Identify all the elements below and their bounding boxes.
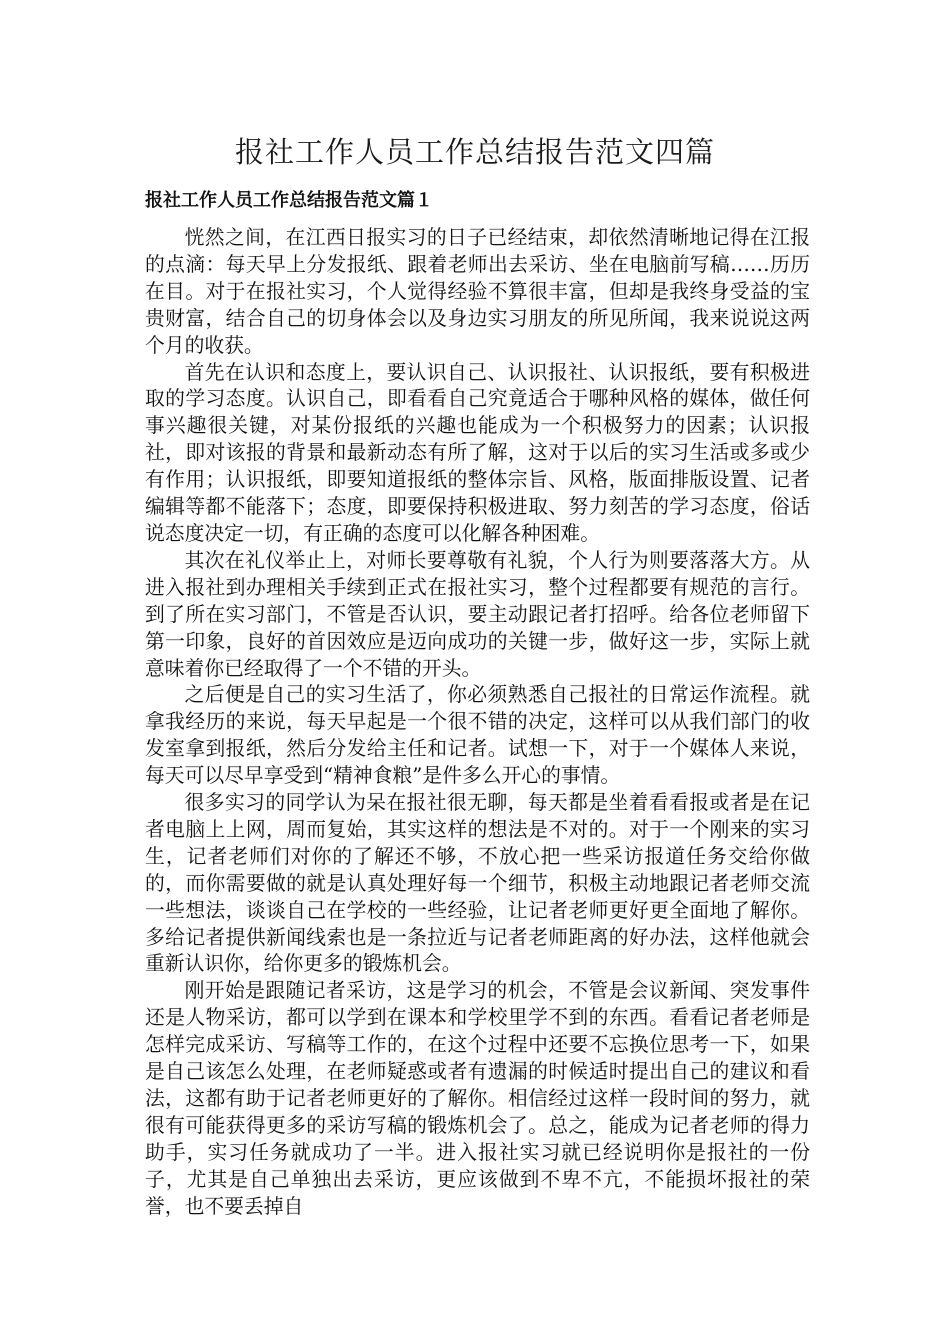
document-title: 报社工作人员工作总结报告范文四篇 (234, 135, 715, 169)
paragraph-4: 之后便是自己的实习生活了，你必须熟悉自己报社的日常运作流程。就拿我经历的来说，每天早起是一个很不错的决定，这样可以从我们部门的收发室拿到报纸，然后分发给主任和记者。试想一下，对于一个媒体人来说，每天可以尽早享受到“精神食粮”是件多么开心的事情。 (145, 683, 810, 788)
paragraph-1: 恍然之间，在江西日报实习的日子已经结束，却依然清晰地记得在江报的点滴：每天早上分发报纸、跟着老师出去采访、坐在电脑前写稿……历历在目。对于在报社实习，个人觉得经验不算很丰富，但却是我终身受益的宝贵财富，结合自己的切身体会以及身边实习朋友的所见所闻，我来说说这两个月的收获。 (145, 226, 810, 357)
paragraph-3: 其次在礼仪举止上，对师长要尊敬有礼貌，个人行为则要落落大方。从进入报社到办理相关手续到正式在报社实习，整个过程都要有规范的言行。到了所在实习部门，不管是否认识，要主动跟记者打招呼。给各位老师留下第一印象，良好的首因效应是迈向成功的关键一步，做好这一步，实际上就意味着你已经取得了一个不错的开头。 (145, 548, 810, 680)
paragraph-5: 很多实习的同学认为呆在报社很无聊，每天都是坐着看看报或者是在记者电脑上上网，周而复始，其实这样的想法是不对的。对于一个刚来的实习生，记者老师们对你的了解还不够，不放心把一些采访报道任务交给你做的，而你需要做的就是认真处理好每一个细节，积极主动地跟记者老师交流一些想法，谈谈自己在学校的一些经验，让记者老师更好更全面地了解你。多给记者提供新闻线索也是一条拉近与记者老师距离的好办法，这样他就会重新认识你，给你更多的锻炼机会。 (145, 791, 810, 976)
section-heading: 报社工作人员工作总结报告范文篇１ (145, 190, 433, 211)
paragraph-6: 刚开始是跟随记者采访，这是学习的机会，不管是会议新闻、突发事件还是人物采访，都可以学到在课本和学校里学不到的东西。看看记者老师是怎样完成采访、写稿等工作的，在这个过程中还要不忘换位思考一下，如果是自己该怎么处理，在老师疑惑或者有遗漏的时候适时提出自己的建议和看法，这都有助于记者老师更好的了解你。相信经过这样一段时间的努力，就很有可能获得更多的采访写稿的锻炼机会了。总之，能成为记者老师的得力助手，实习任务就成功了一半。进入报社实习就已经说明你是报社的一份子，尤其是自己单独出去采访，更应该做到不卑不亢，不能损坏报社的荣誉，也不要丢掉自 (145, 979, 810, 1218)
paragraph-2: 首先在认识和态度上，要认识自己、认识报社、认识报纸，要有积极进取的学习态度。认识自己，即看看自己究竟适合于哪种风格的媒体，做任何事兴趣很关键，对某份报纸的兴趣也能成为一个积极努力的因素；认识报社，即对该报的背景和最新动态有所了解，这对于以后的实习生活或多或少有作用；认识报纸，即要知道报纸的整体宗旨、风格，版面排版设置、记者编辑等都不能落下；态度，即要保持积极进取、努力刻苦的学习态度，俗话说态度决定一切，有正确的态度可以化解各种困难。 (145, 360, 810, 545)
body-text (145, 225, 810, 1221)
